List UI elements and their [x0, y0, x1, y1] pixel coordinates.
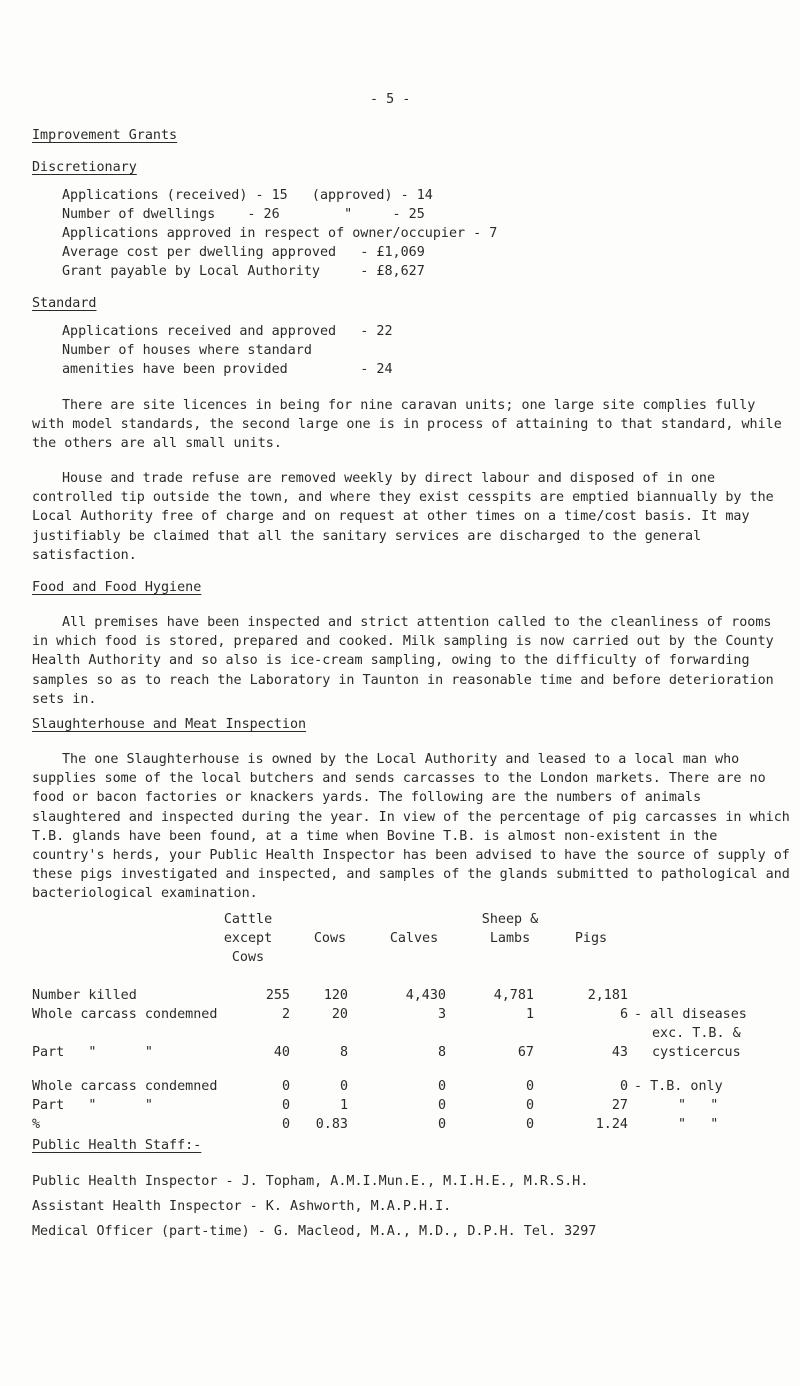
cell: 1.24 — [595, 1117, 628, 1132]
cell: 0 — [525, 1079, 534, 1094]
header-cows: Cows — [313, 931, 347, 946]
cell: 0 — [281, 1117, 290, 1132]
slaughterhouse-paragraph: The one Slaughterhouse is owned by the Local Authority and leased to a local man who supplies some of the local butchers and sends carcasses to the London markets. There are no food or bacon factories or knackers yards. The following are the numbers of animals slaughtered and inspected during the year. In view of the percentage of pig carcasses in which T.B. glands have been found, at a time when Bovine T.B. is almost non-existent in the country's herds, your Public Health Inspector has been advised to have the source of supply of these pigs investigated and inspected, and samples of the glands submitted to pathological and bacteriological examination. — [32, 752, 790, 902]
row-note: - T.B. only — [634, 1079, 723, 1094]
cell: 0 — [281, 1098, 290, 1113]
header-sheep: Sheep & — [481, 912, 539, 927]
cell: 0.83 — [315, 1117, 348, 1132]
cell: 27 — [611, 1098, 628, 1113]
row-note: - all diseases — [634, 1007, 747, 1022]
header-sheep: Lambs — [489, 931, 531, 946]
staff-line: Medical Officer (part-time) - G. Macleod, M.A., M.D., D.P.H. Tel. 3297 — [32, 1224, 597, 1239]
staff-line: Public Health Inspector - J. Topham, A.M.I.Mun.E., M.I.H.E., M.R.S.H. — [32, 1174, 589, 1189]
cell: 0 — [437, 1079, 446, 1094]
row-label: Number killed — [32, 988, 137, 1003]
improvement-grants-heading: Improvement Grants — [32, 128, 178, 143]
cell: 43 — [611, 1045, 628, 1060]
cell: 1 — [339, 1098, 348, 1113]
cell: 2 — [281, 1007, 290, 1022]
standard-line: Number of houses where standard — [62, 343, 312, 358]
discretionary-line: Average cost per dwelling approved - £1,069 — [62, 245, 425, 260]
discretionary-line: Number of dwellings - 26 " - 25 — [62, 207, 425, 222]
cell: 1 — [525, 1007, 534, 1022]
caravan-paragraph: There are site licences in being for nine caravan units; one large site complies fully with model standards, the second large one is in process of attaining to that standard, while the others are all small units. — [32, 398, 782, 452]
cell: 8 — [339, 1045, 348, 1060]
food-paragraph: All premises have been inspected and strict attention called to the cleanliness of rooms in which food is stored, prepared and cooked. Milk sampling is now carried out by the County Health Authority and so also is ice-cream sampling, owing to the difficulty of forwarding samples so as to reach the Laboratory in Taunton in reasonable time and before deterioration sets in. — [32, 615, 774, 707]
row-label: Part " " — [32, 1098, 153, 1113]
cell: 4,430 — [405, 988, 446, 1003]
row-label: Whole carcass condemned — [32, 1079, 218, 1094]
cell: 8 — [437, 1045, 446, 1060]
row-label: Part " " — [32, 1045, 153, 1060]
cell: 0 — [437, 1098, 446, 1113]
header-cattle: except — [223, 931, 273, 946]
cell: 255 — [265, 988, 290, 1003]
cell: 6 — [619, 1007, 628, 1022]
staff-line: Assistant Health Inspector - K. Ashworth, M.A.P.H.I. — [32, 1199, 452, 1214]
staff-heading: Public Health Staff:- — [32, 1138, 202, 1153]
cell: 40 — [273, 1045, 290, 1060]
page-number: - 5 - — [370, 92, 411, 107]
slaughterhouse-heading: Slaughterhouse and Meat Inspection — [32, 717, 307, 732]
row-note: cysticercus — [652, 1045, 741, 1060]
cell: 20 — [331, 1007, 348, 1022]
discretionary-line: Grant payable by Local Authority - £8,627 — [62, 264, 425, 279]
cell: 0 — [525, 1117, 534, 1132]
cell: 120 — [323, 988, 348, 1003]
cell: 4,781 — [493, 988, 534, 1003]
discretionary-line: Applications (received) - 15 (approved) - 14 — [62, 188, 433, 203]
cell: 2,181 — [587, 988, 628, 1003]
standard-line: Applications received and approved - 22 — [62, 324, 393, 339]
food-heading: Food and Food Hygiene — [32, 580, 202, 595]
row-note: " " — [678, 1098, 719, 1113]
row-note: " " — [678, 1117, 719, 1132]
cell: 0 — [281, 1079, 290, 1094]
standard-heading: Standard — [32, 296, 97, 311]
row-label: Whole carcass condemned — [32, 1007, 218, 1022]
cell: 3 — [437, 1007, 446, 1022]
discretionary-line: Applications approved in respect of owner/occupier - 7 — [62, 226, 498, 241]
cell: 0 — [339, 1079, 348, 1094]
cell: 0 — [619, 1079, 628, 1094]
header-cattle: Cows — [231, 950, 265, 965]
row-label: % — [32, 1117, 41, 1132]
row-note-extra: exc. T.B. & — [652, 1026, 741, 1041]
header-calves: Calves — [389, 931, 439, 946]
refuse-paragraph: House and trade refuse are removed weekly by direct labour and disposed of in one controlled tip outside the town, and where they exist cesspits are emptied biannually by the Local Authority free of charge and on request at other times on a time/cost basis. It may justifiably be claimed that all the sanitary services are discharged to the general satisfaction. — [32, 471, 774, 563]
standard-line: amenities have been provided - 24 — [62, 362, 393, 377]
cell: 67 — [517, 1045, 534, 1060]
cell: 0 — [525, 1098, 534, 1113]
cell: 0 — [437, 1117, 446, 1132]
header-pigs: Pigs — [574, 931, 608, 946]
header-cattle: Cattle — [223, 912, 273, 927]
discretionary-heading: Discretionary — [32, 160, 137, 175]
